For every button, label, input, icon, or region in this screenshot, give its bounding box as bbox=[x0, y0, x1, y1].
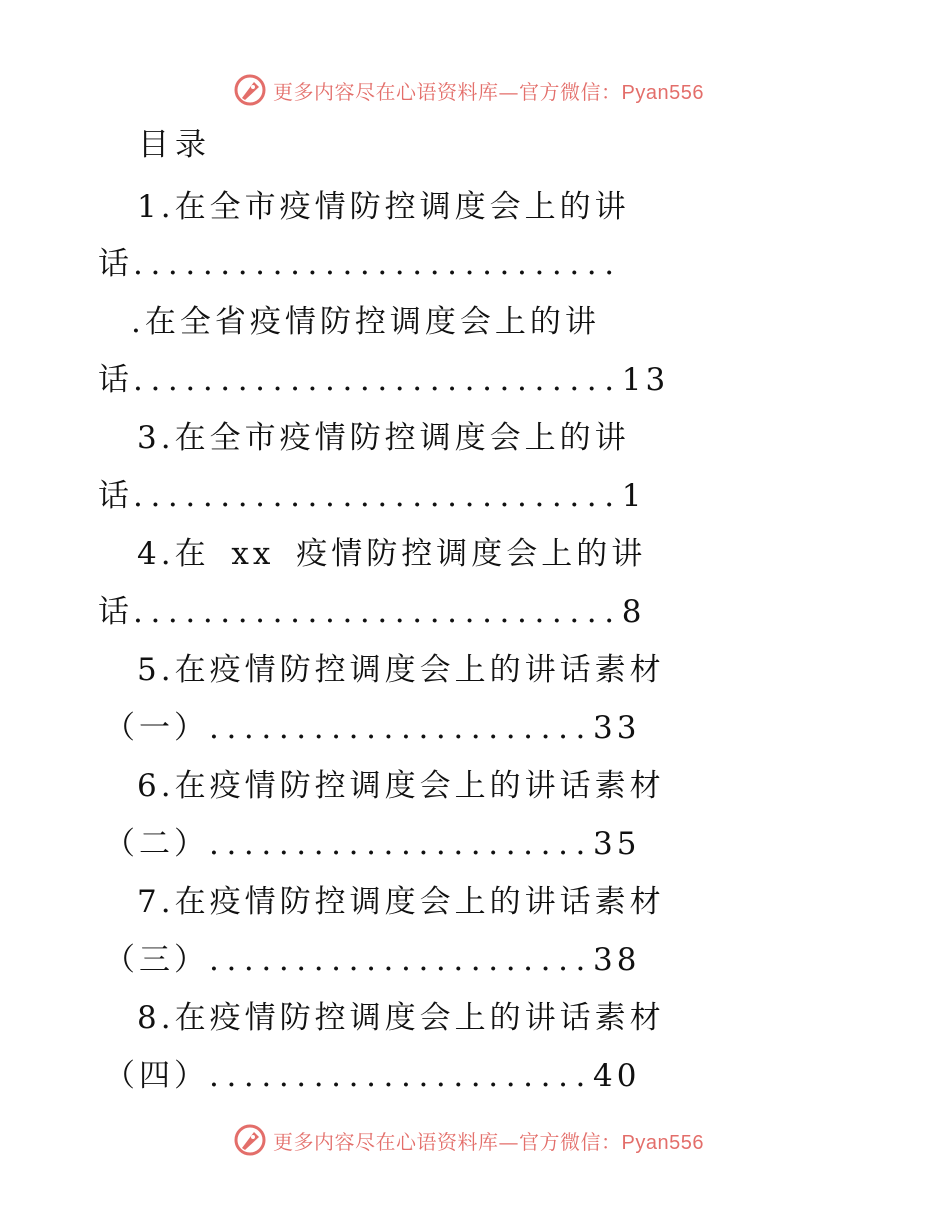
banner-text: 更多内容尽在心语资料库—官方微信：Pyan556 bbox=[273, 1129, 704, 1154]
toc-entry-3-leader[interactable]: 话............................1 bbox=[98, 478, 646, 514]
pen-nib-logo-icon bbox=[233, 1123, 267, 1157]
toc-entry-4-title[interactable]: 4.在 xx 疫情防控调度会上的讲 bbox=[137, 536, 647, 572]
toc-entry-6-title[interactable]: 6.在疫情防控调度会上的讲话素材 bbox=[137, 768, 665, 804]
toc-entry-2-title[interactable]: .在全省疫情防控调度会上的讲 bbox=[131, 304, 600, 340]
toc-entry-1-leader[interactable]: 话............................ bbox=[98, 246, 622, 282]
toc-entry-8-leader[interactable]: （四）......................40 bbox=[104, 1058, 641, 1094]
toc-entry-7-title[interactable]: 7.在疫情防控调度会上的讲话素材 bbox=[137, 884, 665, 920]
toc-entry-2-leader[interactable]: 话............................13 bbox=[98, 362, 670, 398]
toc-title: 目录 bbox=[138, 127, 212, 163]
toc-entry-5-title[interactable]: 5.在疫情防控调度会上的讲话素材 bbox=[137, 652, 665, 688]
header-banner bbox=[233, 70, 704, 110]
toc-entry-4-leader[interactable]: 话............................8 bbox=[98, 594, 646, 630]
toc-entry-7-leader[interactable]: （三）......................38 bbox=[104, 942, 641, 978]
toc-entry-8-title[interactable]: 8.在疫情防控调度会上的讲话素材 bbox=[137, 1000, 665, 1036]
toc-entry-3-title[interactable]: 3.在全市疫情防控调度会上的讲 bbox=[137, 420, 630, 456]
footer-banner bbox=[233, 1120, 704, 1160]
toc-entry-1-title[interactable]: 1.在全市疫情防控调度会上的讲 bbox=[137, 189, 630, 225]
toc-entry-6-leader[interactable]: （二）......................35 bbox=[104, 826, 641, 862]
banner-text: 更多内容尽在心语资料库—官方微信：Pyan556 bbox=[273, 79, 704, 104]
pen-nib-logo-icon bbox=[233, 73, 267, 107]
toc-entry-5-leader[interactable]: （一）......................33 bbox=[104, 710, 641, 746]
